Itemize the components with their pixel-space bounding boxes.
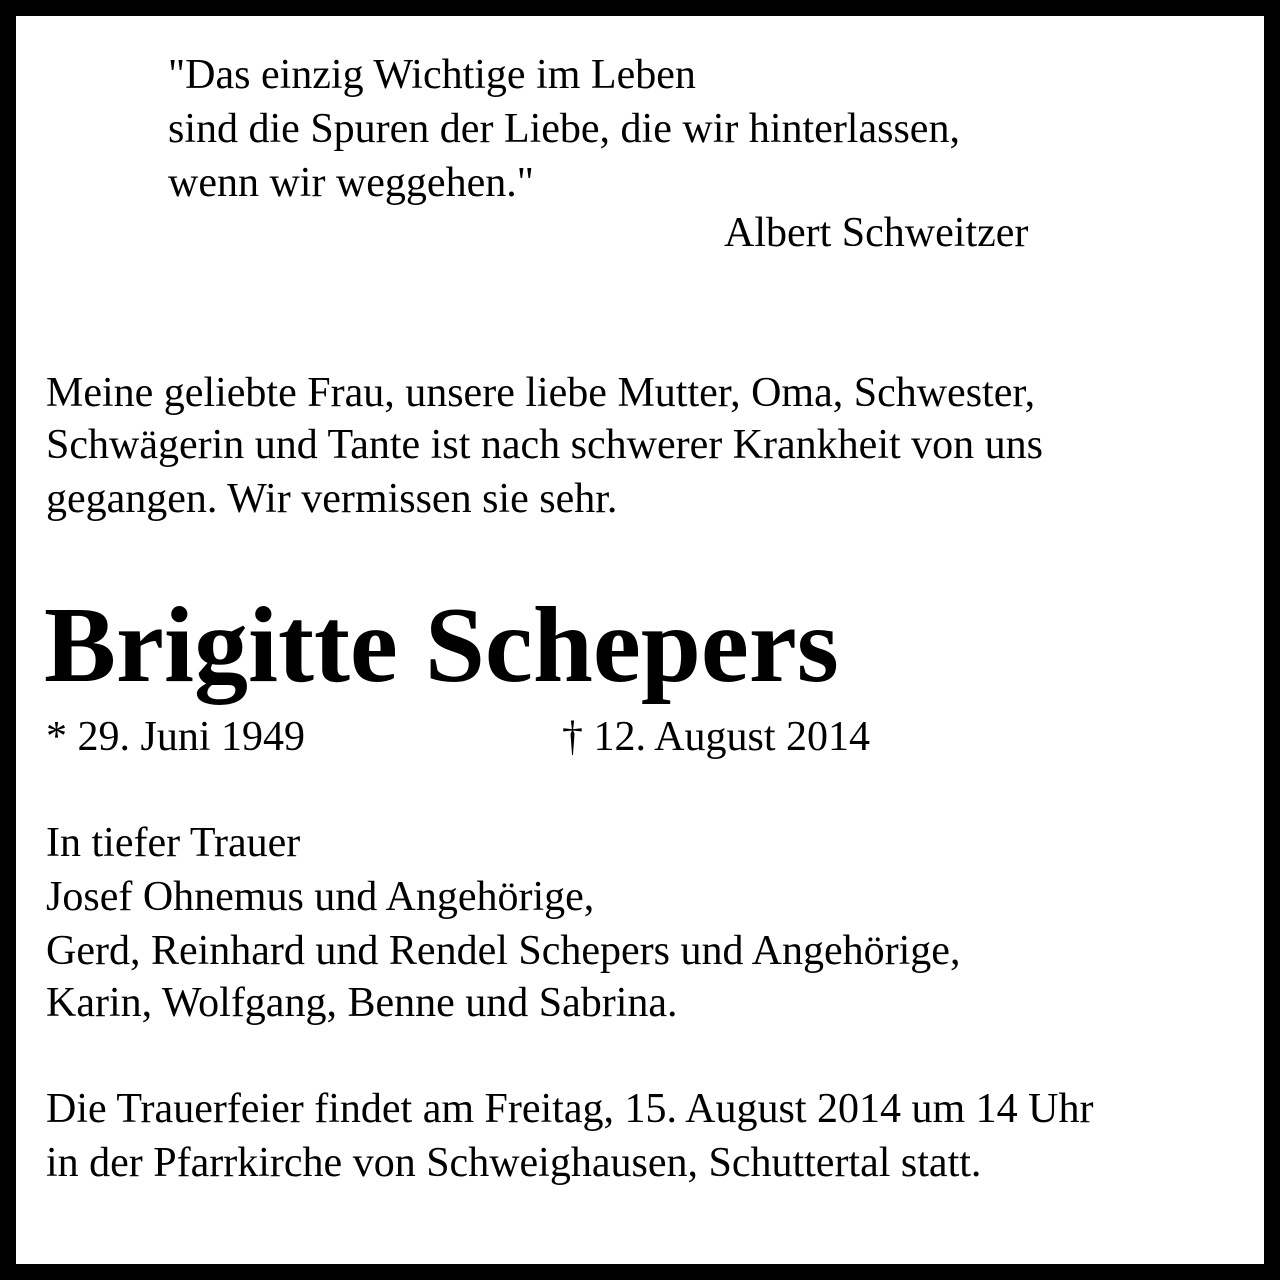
announcement-line-2: Schwägerin und Tante ist nach schwerer Krankheit von uns [46, 422, 1044, 468]
mourners-line-3: Gerd, Reinhard und Rendel Schepers und Angehörige, [46, 928, 961, 974]
mourners-line-2: Josef Ohnemus und Angehörige, [46, 874, 595, 920]
mourners-line-4: Karin, Wolfgang, Benne und Sabrina. [46, 980, 678, 1026]
death-date: † 12. August 2014 [562, 714, 871, 760]
service-line-2: in der Pfarrkirche von Schweighausen, Schuttertal statt. [46, 1140, 982, 1186]
announcement-line-1: Meine geliebte Frau, unsere liebe Mutter, Oma, Schwester, [46, 370, 1036, 416]
deceased-name: Brigitte Schepers [44, 586, 839, 705]
birth-date: * 29. Juni 1949 [46, 714, 306, 760]
announcement-line-3: gegangen. Wir vermissen sie sehr. [46, 476, 618, 522]
quote-line-3: wenn wir weggehen." [168, 160, 534, 206]
quote-line-2: sind die Spuren der Liebe, die wir hinterlassen, [168, 106, 960, 152]
service-line-1: Die Trauerfeier findet am Freitag, 15. August 2014 um 14 Uhr [46, 1086, 1094, 1132]
quote-line-1: "Das einzig Wichtige im Leben [168, 52, 696, 98]
mourners-line-1: In tiefer Trauer [46, 820, 301, 866]
obituary-notice [16, 16, 1264, 1264]
quote-author: Albert Schweitzer [724, 210, 1029, 256]
